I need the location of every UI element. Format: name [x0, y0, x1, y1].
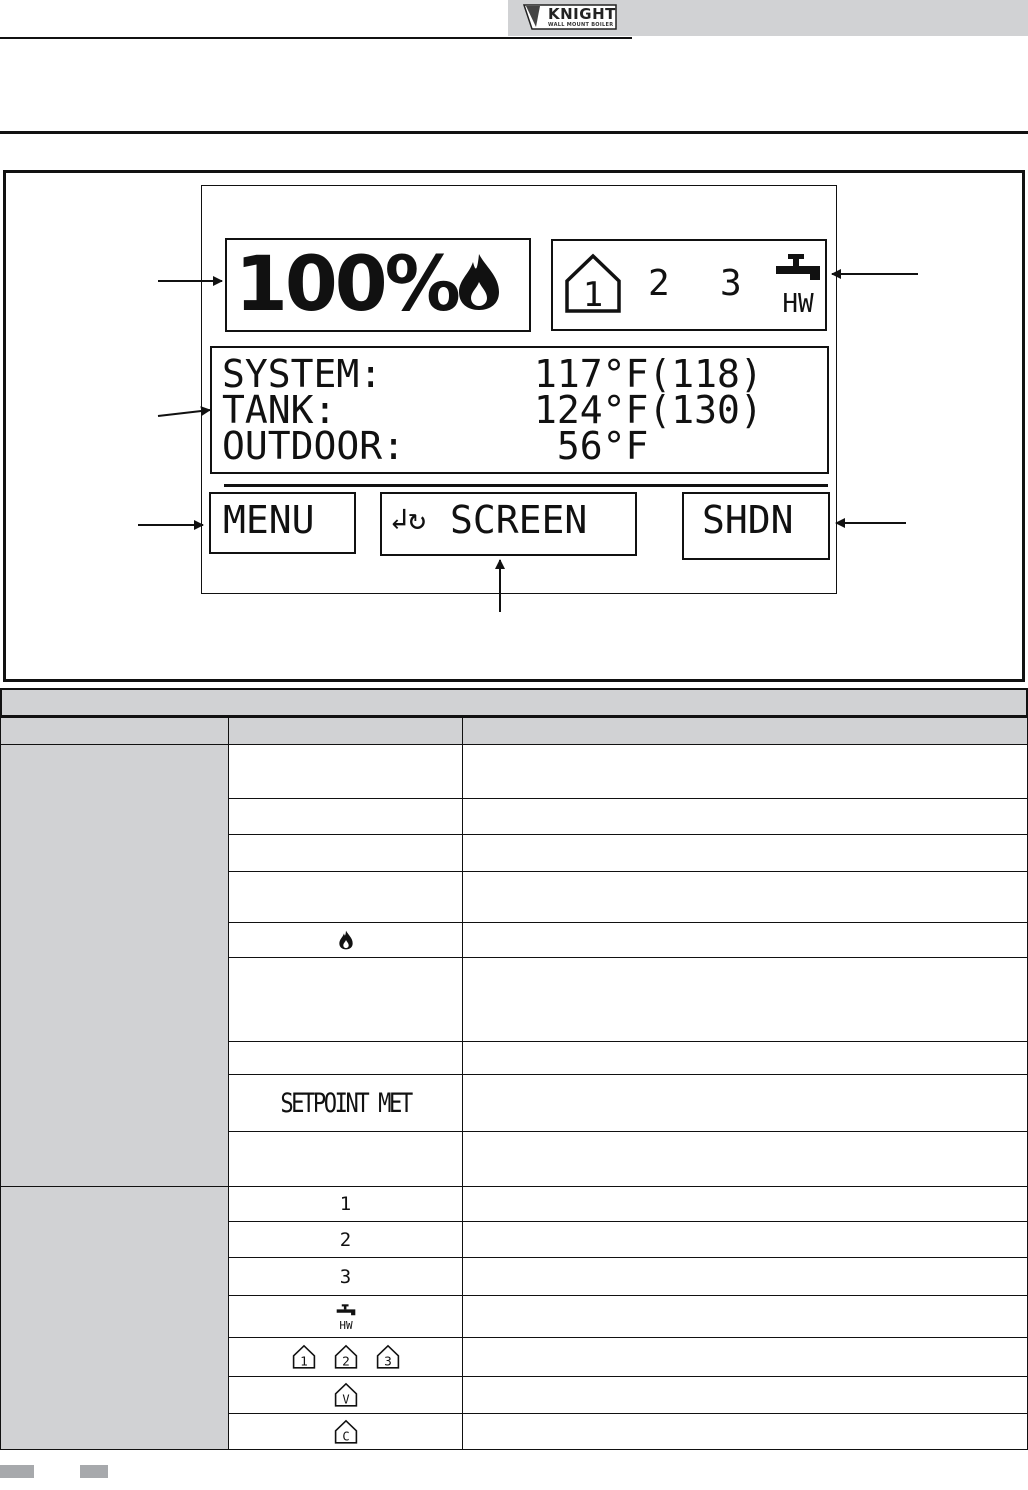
table-cell	[462, 1186, 1028, 1222]
table-cell	[228, 957, 463, 1042]
table-cell	[462, 871, 1028, 923]
table-cell	[228, 834, 463, 872]
table-cell	[228, 744, 463, 799]
table-header-col2	[228, 717, 463, 745]
flame-icon	[338, 929, 354, 951]
svg-text:C: C	[341, 1428, 350, 1443]
shutdown-button-label: SHDN	[702, 498, 794, 542]
table-cell	[462, 1131, 1028, 1187]
zone-3-label: 3	[720, 263, 742, 304]
section-rule	[0, 131, 1028, 134]
table-cell	[228, 798, 463, 835]
arrow-temperatures	[158, 410, 210, 416]
temp-label: SYSTEM:	[222, 352, 383, 396]
table-cell-zone-2	[228, 1221, 463, 1258]
screen-button-label: SCREEN	[450, 498, 588, 542]
menu-button-label: MENU	[223, 498, 315, 542]
table-cell	[462, 834, 1028, 872]
house-zone-1-icon	[292, 1344, 316, 1370]
svg-text:2: 2	[341, 1354, 350, 1370]
header-rule	[0, 37, 632, 39]
table-cell	[462, 957, 1028, 1042]
house-zone-3-icon	[376, 1344, 400, 1370]
table-cell-setpoint	[228, 1074, 463, 1132]
footer-tab	[80, 1465, 108, 1478]
table-cell	[462, 922, 1028, 958]
logo-word: KNIGHT	[548, 5, 616, 23]
zone-3-symbol: 3	[339, 1265, 352, 1288]
table-group-cell	[0, 744, 229, 1187]
setpoint-met-label: SETPOINT MET	[280, 1087, 411, 1119]
temp-label: TANK:	[222, 388, 337, 432]
table-cell	[228, 871, 463, 923]
temp-value: 117°F(118)	[534, 352, 763, 396]
zone-1-symbol: 1	[339, 1193, 352, 1215]
house-zone-2-icon	[334, 1344, 358, 1370]
hot-water-label: HW	[782, 289, 814, 316]
table-title-bar	[0, 688, 1028, 717]
table-cell	[462, 1074, 1028, 1132]
svg-text:3: 3	[383, 1354, 392, 1370]
logo-subtitle: WALL MOUNT BOILER	[548, 22, 614, 28]
table-cell	[462, 1221, 1028, 1258]
svg-text:V: V	[341, 1392, 350, 1407]
table-cell	[462, 1376, 1028, 1414]
house-zone-1-label: 1	[582, 275, 604, 315]
table-cell-zone-1	[228, 1186, 463, 1222]
table-cell	[462, 1295, 1028, 1338]
table-cell	[462, 1413, 1028, 1450]
zone-2-symbol: 2	[339, 1228, 352, 1251]
table-cell-flame	[228, 922, 463, 958]
firing-rate-value: 100%	[235, 239, 458, 328]
temp-value: 124°F(130)	[534, 388, 763, 432]
svg-text:1: 1	[299, 1354, 308, 1370]
table-cell-house-c	[228, 1413, 463, 1450]
table-cell	[462, 1257, 1028, 1296]
table-cell	[228, 1041, 463, 1075]
callout-arrows	[0, 170, 1028, 682]
table-cell	[462, 798, 1028, 835]
house-v-icon	[334, 1382, 358, 1408]
table-cell	[228, 1131, 463, 1187]
table-cell-hw	[228, 1295, 463, 1338]
table-cell-house-v	[228, 1376, 463, 1414]
hot-water-icon	[335, 1300, 357, 1334]
table-cell	[462, 1337, 1028, 1377]
zone-2-label: 2	[648, 263, 670, 304]
screen-arrows-icon: ↲↻	[390, 502, 427, 537]
table-header-col3	[462, 717, 1028, 745]
house-c-icon	[334, 1419, 358, 1445]
footer-tab	[0, 1465, 34, 1478]
table-cell-houses	[228, 1337, 463, 1377]
temp-label: OUTDOOR:	[222, 424, 406, 468]
table-group-cell	[0, 1186, 229, 1450]
table-header-col1	[0, 717, 229, 745]
table-cell-zone-3	[228, 1257, 463, 1296]
hot-water-label: HW	[338, 1318, 353, 1332]
table-cell	[462, 744, 1028, 799]
temp-value: 56°F	[534, 424, 649, 468]
table-cell	[462, 1041, 1028, 1075]
